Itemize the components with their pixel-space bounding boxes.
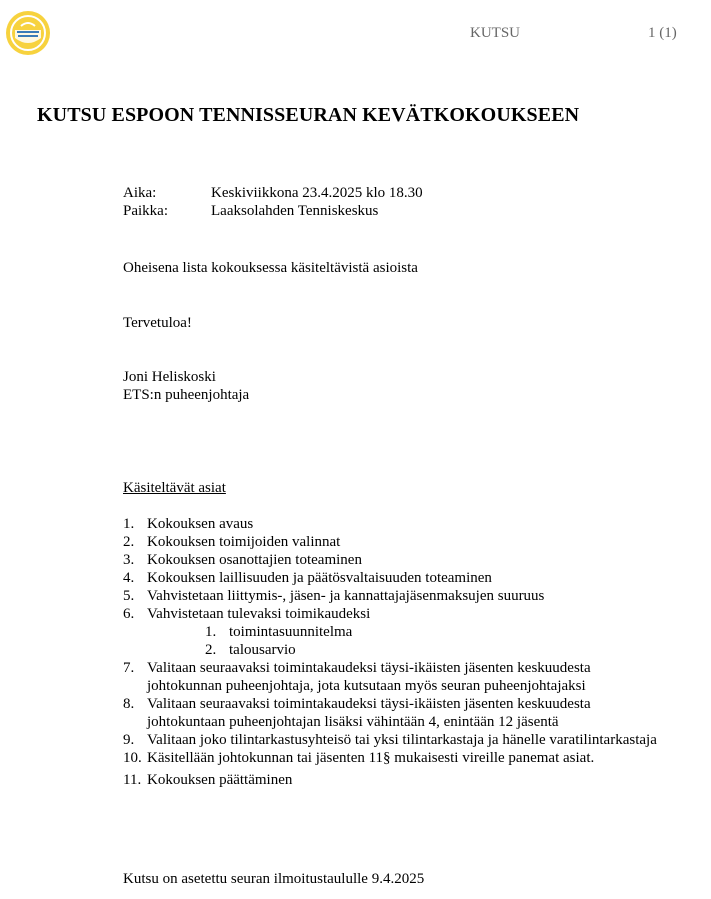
signer-title: ETS:n puheenjohtaja [123,387,250,403]
list-item: 6. Vahvistetaan tulevaksi toimikaudeksi [123,606,371,622]
place-row [123,202,378,220]
tennis-club-logo-icon [4,8,52,58]
list-item: 3. Kokouksen osanottajien toteaminen [123,552,362,568]
list-item: 11. Kokouksen päättäminen [123,772,293,788]
list-item: 5. Vahvistetaan liittymis-, jäsen- ja kannattajajäsenmaksujen suuruus [123,588,545,604]
intro-text: Oheisena lista kokouksessa käsiteltävistä asioista [123,260,418,276]
time-label: Aika: [123,185,157,201]
list-item: 8. Valitaan seuraavaksi toimintakaudeksi täysi-ikäisten jäsenten keskuudesta johtokuntaan puheenjohtajan lisäksi vähintään 4, enintään 12 jäsentä [123,696,591,730]
page-number: 1 (1) [648,25,677,41]
time-value: Keskiviikkona 23.4.2025 klo 18.30 [211,185,423,201]
document-title: KUTSU ESPOON TENNISSEURAN KEVÄTKOKOUKSEEN [37,104,580,126]
list-item: 4. Kokouksen laillisuuden ja päätösvaltaisuuden toteaminen [123,570,492,586]
list-item: 7. Valitaan seuraavaksi toimintakaudeksi täysi-ikäisten jäsenten keskuudesta johtokunnan puheenjohtaja, jota kutsutaan myös seuran puheenjohtajaksi [123,660,591,694]
sub-list-item: 1. toimintasuunnitelma [205,624,353,640]
list-item: 9. Valitaan joko tilintarkastusyhteisö tai yksi tilintarkastaja ja hänelle varatilintarkastaja [123,732,657,748]
sub-list-item: 2. talousarvio [205,642,296,658]
list-item: 10. Käsitellään johtokunnan tai jäsenten 11§ mukaisesti vireille panemat asiat. [123,750,595,766]
greeting-text: Tervetuloa! [123,315,192,331]
time-row [123,184,423,202]
list-item: 1. Kokouksen avaus [123,516,254,532]
place-value: Laaksolahden Tenniskeskus [211,203,379,219]
agenda-heading: Käsiteltävät asiat [123,480,226,496]
list-item: 2. Kokouksen toimijoiden valinnat [123,534,341,550]
signer-name: Joni Heliskoski [123,369,216,385]
header-title: KUTSU [470,25,521,41]
agenda-list [123,515,703,789]
place-label: Paikka: [123,203,168,219]
footer-note: Kutsu on asetettu seuran ilmoitustaululle 9.4.2025 [123,871,425,887]
